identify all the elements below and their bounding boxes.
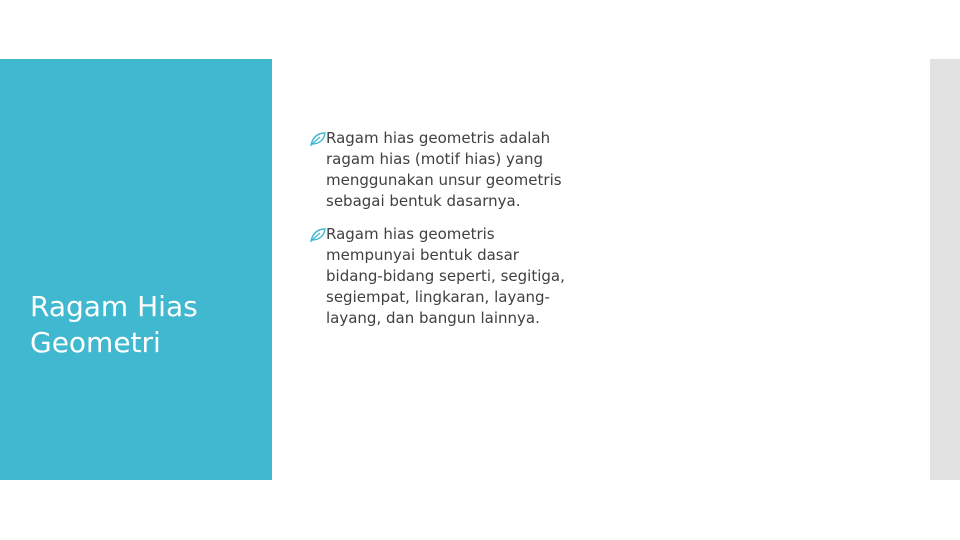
- slide-title: Ragam Hias Geometri: [30, 290, 198, 359]
- leaf-bullet-icon: [310, 228, 326, 242]
- title-panel: [0, 59, 272, 480]
- leaf-bullet-icon: [310, 132, 326, 146]
- bullet-text: Ragam hias geometris adalah ragam hias (motif hias) yang menggunakan unsur geometris sebagai bentuk dasarnya.: [326, 129, 562, 210]
- right-decorative-strip: [930, 59, 960, 480]
- bullet-item: [310, 224, 580, 329]
- bullet-item: [310, 128, 580, 212]
- bullet-list: [310, 128, 580, 341]
- bullet-text: Ragam hias geometris mempunyai bentuk dasar bidang-bidang seperti, segitiga, segiempat, lingkaran, layang-layang, dan bangun lainnya.: [326, 225, 565, 327]
